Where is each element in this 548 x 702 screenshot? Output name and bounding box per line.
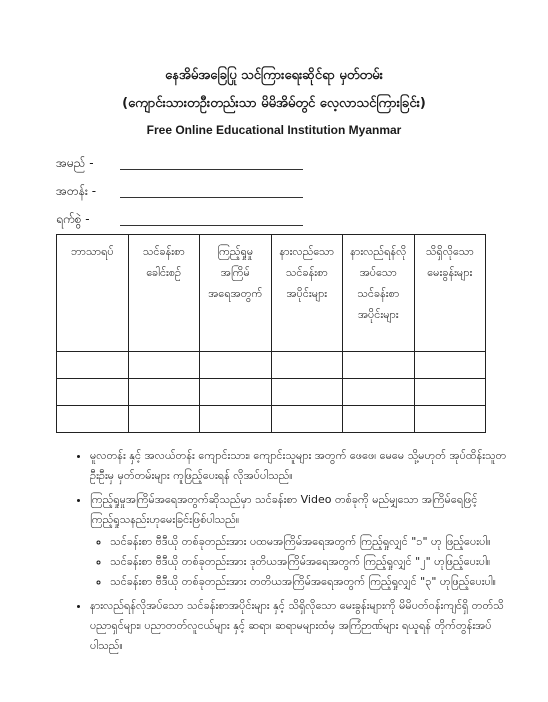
name-label: အမည် - [56, 156, 94, 170]
instruction-notes [72, 446, 510, 660]
table-cell[interactable] [271, 379, 343, 406]
col-understood-parts: နားလည်သော သင်ခန်းစာ အပိုင်းများ [271, 235, 343, 352]
col-lesson-title: သင်ခန်းစာ ခေါင်းစဉ် [128, 235, 200, 352]
table-cell[interactable] [271, 406, 343, 433]
grade-label: အတန်း - [56, 184, 97, 198]
table-cell[interactable] [271, 352, 343, 379]
record-table [56, 234, 486, 433]
table-header-row [57, 235, 486, 352]
table-cell[interactable] [57, 379, 129, 406]
table-cell[interactable] [414, 406, 486, 433]
note-text: ကြည့်ရှုမှုအကြိမ်အရေအတွက်ဆိုသည်မှာ သင်ခန်းစာ Video တစ်ခုကို မည်မျှသော အကြိမ်ရေဖြင့် ကြည့်ရှုသနည်းဟုမေးခြင်းဖြစ်ပါသည်။ [90, 493, 478, 526]
table-cell[interactable] [57, 406, 129, 433]
table-cell[interactable] [414, 352, 486, 379]
table-cell[interactable] [200, 352, 272, 379]
col-needs-understanding: နားလည်ရန်လို အပ်သော သင်ခန်းစာ အပိုင်းများ [343, 235, 415, 352]
grade-underline [120, 197, 303, 198]
sub-note-item: ◦ သင်ခန်းစာ ဗီဒီယို တစ်ခုတည်းအား ဒုတိယအကြိမ်အရေအတွက် ကြည့်ရှုလျှင် "၂" ဟုဖြည့်ပေးပါ။ [110, 552, 510, 572]
table-row [57, 406, 486, 433]
name-underline [120, 169, 303, 170]
institution-name: Free Online Educational Institution Myanmar [146, 123, 402, 137]
table-cell[interactable] [57, 352, 129, 379]
note-item: • မူလတန်း နှင့် အလယ်တန်း ကျောင်းသား၊ ကျောင်းသူများ အတွက် ဖေဖေ၊ မေမေ သို့မဟုတ် အုပ်ထိန်းသူတဦးဦးမှ မှတ်တမ်းများ ကူဖြည့်ပေးရန် လိုအပ်ပါသည်။ [90, 446, 510, 486]
note-item [90, 490, 510, 592]
document-title: နေအိမ်အခြေပြု သင်ကြားရေးဆိုင်ရာ မှတ်တမ်း [165, 68, 383, 83]
document-subtitle: (ကျောင်းသားတဦးတည်းသာ မိမိအိမ်တွင် လေ့လာသင်ကြားခြင်း) [122, 96, 426, 111]
table-cell[interactable] [414, 379, 486, 406]
col-questions: သိရှိလိုသော မေးခွန်းများ [414, 235, 486, 352]
sub-note-item: ◦ သင်ခန်းစာ ဗီဒီယို တစ်ခုတည်းအား တတိယအကြိမ်အရေအတွက် ကြည့်ရှုလျှင် "၃" ဟုဖြည့်ပေးပါ။ [110, 572, 510, 592]
table-row [57, 379, 486, 406]
table-cell[interactable] [128, 406, 200, 433]
table-row [57, 352, 486, 379]
date-label: ရက်စွဲ - [56, 212, 90, 226]
sub-note-list [90, 532, 510, 592]
table-cell[interactable] [128, 379, 200, 406]
col-subject: ဘာသာရပ် [57, 235, 129, 352]
col-view-count: ကြည့်ရှုမှု အကြိမ် အရေအတွက် [200, 235, 272, 352]
sub-note-item: ◦ သင်ခန်းစာ ဗီဒီယို တစ်ခုတည်းအား ပထမအကြိမ်အရေအတွက် ကြည့်ရှုလျှင် "၁" ဟု ဖြည့်ပေးပါ။ [110, 532, 510, 552]
table-cell[interactable] [128, 352, 200, 379]
table-cell[interactable] [200, 379, 272, 406]
grade-field[interactable] [56, 183, 118, 201]
table-cell[interactable] [200, 406, 272, 433]
table-cell[interactable] [343, 406, 415, 433]
date-field[interactable] [56, 211, 118, 229]
table-cell[interactable] [343, 379, 415, 406]
table-cell[interactable] [343, 352, 415, 379]
name-field[interactable] [56, 155, 118, 173]
date-underline [120, 225, 303, 226]
note-item: • နားလည်ရန်လိုအပ်သော သင်ခန်းစာအပိုင်းများ နှင့် သိရှိလိုသော မေးခွန်းများကို မိမိပတ်ဝန်းကျင်ရှိ တတ်သိပညာရှင်များ၊ ပညာတတ်လူငယ်များ နှင့် ဆရာ၊ ဆရာမများထံမှ အကြံဉာဏ်များ ရယူရန် တိုက်တွန်းအပ်ပါသည်။ [90, 596, 510, 656]
